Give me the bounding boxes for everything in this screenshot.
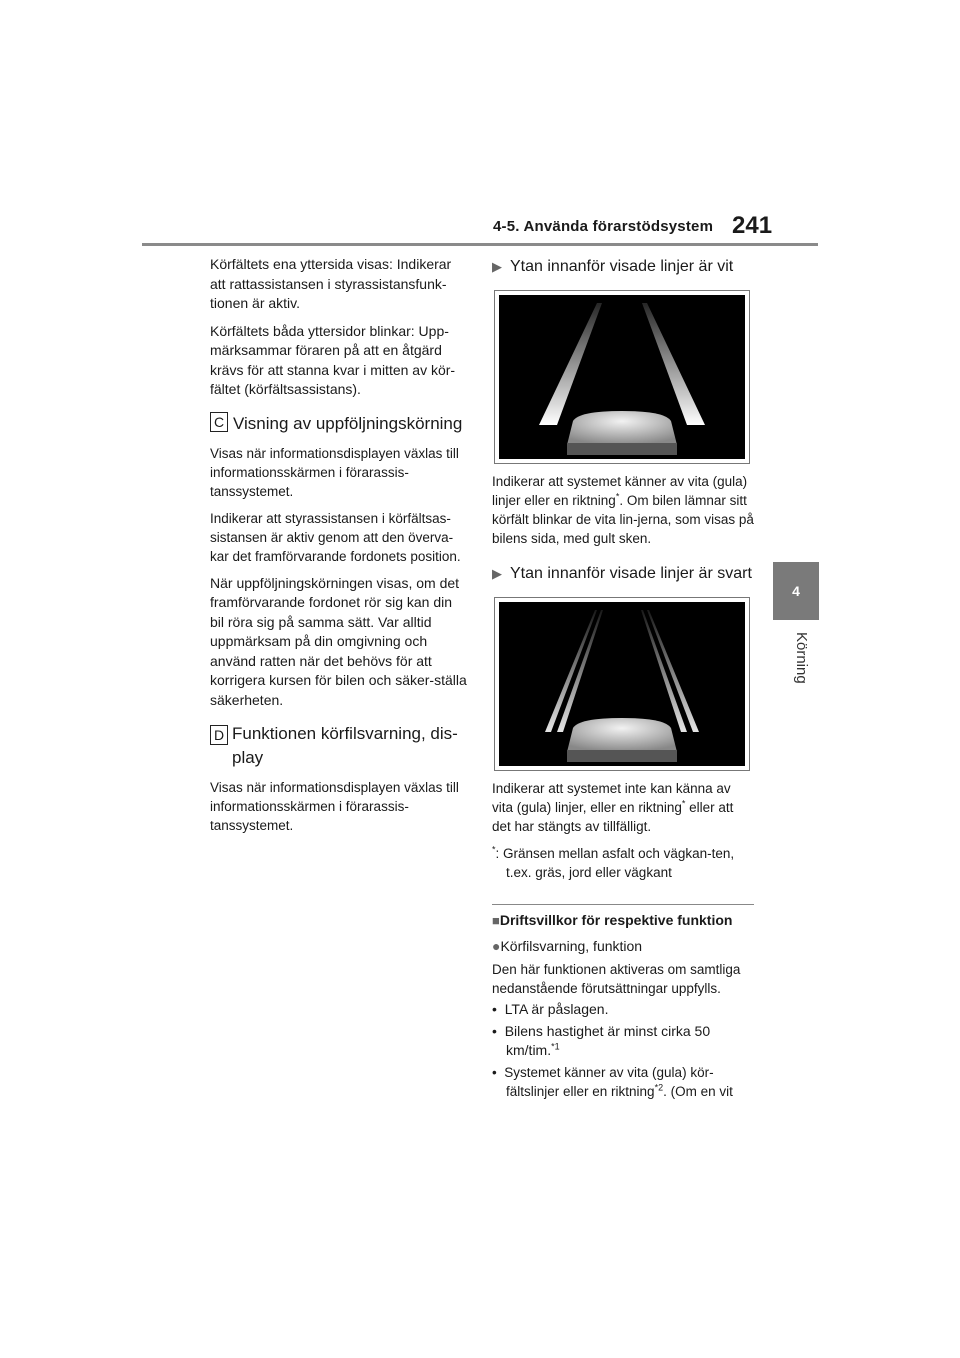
chapter-number: 4	[792, 583, 800, 599]
list-item: • LTA är påslagen.	[492, 1001, 609, 1017]
heading-d	[210, 722, 468, 770]
lane-white-illustration	[499, 295, 745, 459]
heading-c	[210, 412, 468, 436]
display-black-lines	[494, 597, 750, 771]
paragraph: Den här funktionen aktiveras om samtliga nedanstående förutsättningar uppfylls.	[492, 962, 741, 996]
circle-bullet-icon: ●	[492, 937, 501, 954]
chapter-tab	[773, 562, 819, 620]
footnote: *: Gränsen mellan asfalt och vägkan-ten, t.ex. gräs, jord eller vägkant	[492, 844, 735, 880]
paragraph: Indikerar att styrassistansen i körfältsas-sistansen är aktiv genom att den överva-kar det framförvarande fordonets position.	[210, 510, 461, 564]
display-white-lines	[494, 290, 750, 464]
caption: Indikerar att systemet inte kan känna av vita (gula) linjer, eller en riktning* eller att det har stängts av tillfälligt.	[492, 781, 734, 834]
square-bullet-icon: ■	[492, 913, 500, 928]
chapter-title: Körning	[793, 632, 810, 684]
right-column	[492, 255, 754, 1103]
paragraph: Körfältets båda yttersidor blinkar: Upp-märksammar föraren på att en åtgärd krävs för att stanna kvar i mitten av kör-fältet (körfältsassistans).	[210, 322, 456, 397]
caption: Indikerar att systemet känner av vita (gula) linjer eller en riktning*. Om bilen lämnar sitt körfält blinkar de vita lin-jerna, som visas på bilens sida, med gult sken.	[492, 474, 754, 546]
conditions-heading: ■Driftsvillkor för respektive funktion	[492, 912, 733, 928]
heading-text: Visning av uppföljningskörning	[233, 413, 463, 433]
left-column	[210, 255, 468, 843]
paragraph: När uppföljningskörningen visas, om det framförvarande fordonet rör sig kan din bil röra sig på samma sätt. Var alltid uppmärksam på din omgivning och använd ratten när det behövs för att korrigera kursen för bilen och säker-ställa säkerheten.	[210, 574, 467, 708]
lane-black-illustration	[499, 602, 745, 766]
paragraph: Visas när informationsdisplayen växlas till informationsskärmen i förarassis-tanssystemet.	[210, 445, 459, 499]
subheading-text: Ytan innanför visade linjer är vit	[510, 258, 734, 275]
triangle-right-icon: ▶	[492, 259, 502, 274]
paragraph: Körfältets ena yttersida visas: Indikerar att rattassistansen i styrassistansfunk-tionen är aktiv.	[210, 256, 452, 311]
divider	[492, 904, 754, 905]
label-d: D	[210, 725, 228, 745]
page-number: 241	[732, 212, 773, 239]
subheading-white	[492, 255, 754, 278]
subheading-text: Ytan innanför visade linjer är svart	[510, 565, 752, 582]
label-c: C	[210, 412, 228, 432]
list-item: • Systemet känner av vita (gula) kör-fältslinjer eller en riktning$^{*2}$. (Om en vit	[492, 1064, 733, 1099]
subheading-black	[492, 562, 754, 585]
triangle-right-icon: ▶	[492, 566, 502, 581]
list-item: • Bilens hastighet är minst cirka 50 km/tim.$^{*1}$	[492, 1022, 711, 1058]
heading-text: Funktionen körfilsvarning, dis-play	[232, 724, 458, 767]
section-label: 4-5. Använda förarstödsystem	[493, 218, 714, 235]
sub-heading: ●Körfilsvarning, funktion	[492, 937, 643, 954]
header-rule	[142, 243, 818, 246]
paragraph: Visas när informationsdisplayen växlas till informationsskärmen i förarassis-tanssystemet.	[210, 780, 459, 833]
